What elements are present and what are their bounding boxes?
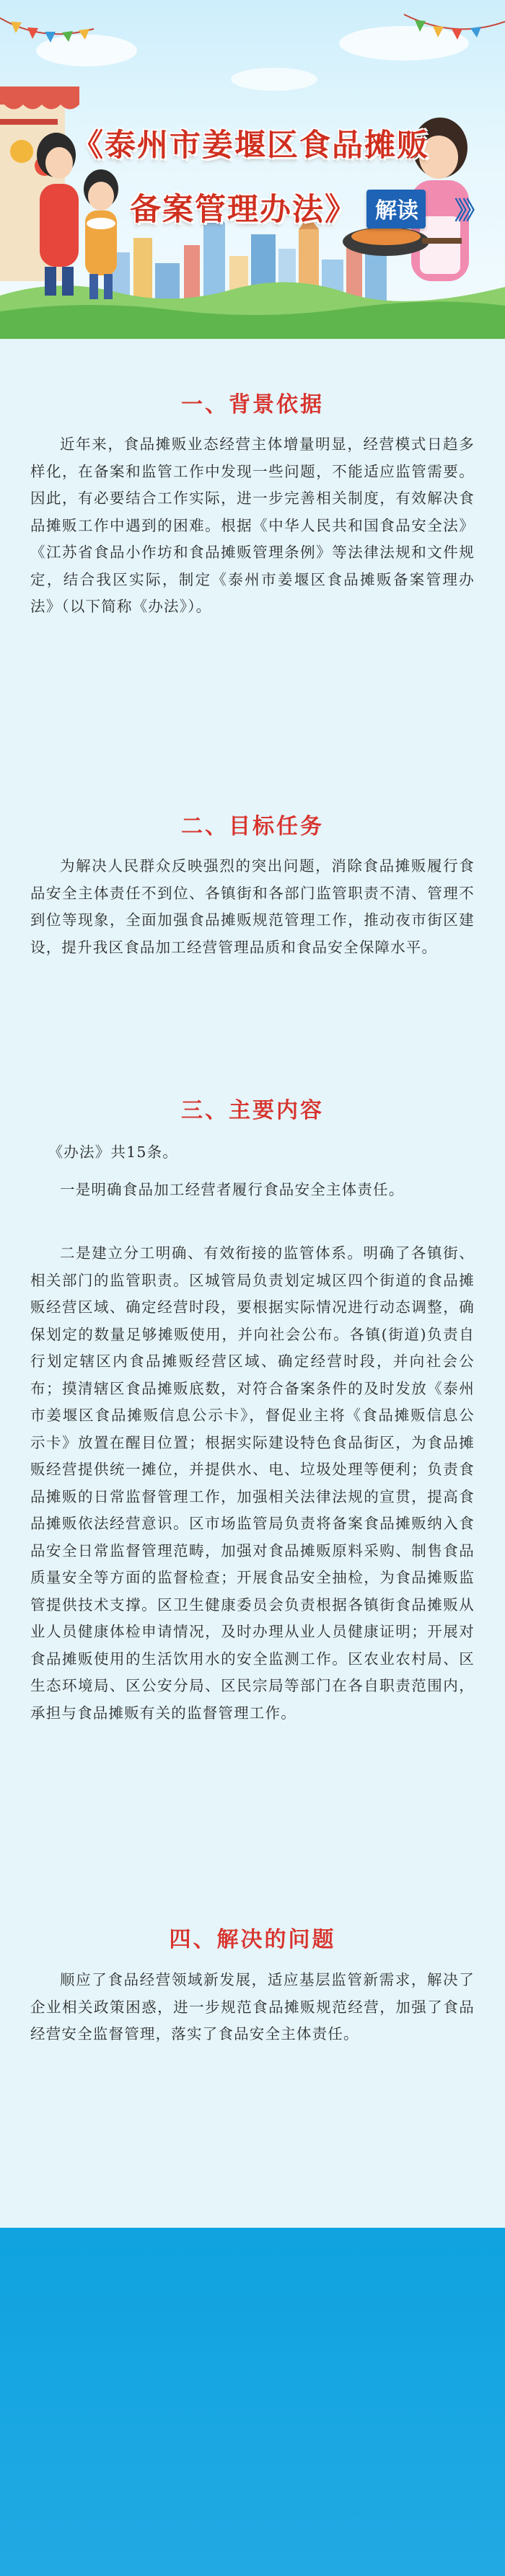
section-paragraph: 一是明确食品加工经营者履行食品安全主体责任。 <box>60 1181 405 1198</box>
article-body <box>0 339 505 2228</box>
footer-band <box>0 2228 505 2576</box>
page-title-line-2: 备案管理办法》 <box>130 192 357 228</box>
header-banner <box>0 0 505 339</box>
banner-illustration <box>0 0 505 339</box>
cloud-shape <box>231 68 317 91</box>
cloud-shape <box>339 26 469 61</box>
section-heading-problems-solved: 四、解决的问题 <box>169 1927 336 1952</box>
double-chevron-right-icon: 》》 <box>454 197 483 226</box>
section-heading-background: 一、背景依据 <box>181 392 324 417</box>
section-paragraph: 为解决人民群众反映强烈的突出问题，消除食品摊贩履行食品安全主体责任不到位、各镇街和各部门监管职责不清、管理不到位等现象，全面加强食品摊贩规范管理工作，推动夜市街区建设，提升我区食品加工经营管理品质和食品安全保障水平。 <box>30 857 475 956</box>
section-heading-main-content: 三、主要内容 <box>181 1098 324 1123</box>
section-heading-goals: 二、目标任务 <box>181 814 324 839</box>
section-paragraph: 顺应了食品经营领域新发展，适应基层监管新需求，解决了企业相关政策困惑，进一步规范食品摊贩规范经营，加强了食品经营安全监督管理，落实了食品安全主体责任。 <box>30 1971 475 2042</box>
page-title-line-1: 《泰州市姜堰区食品摊贩 <box>72 128 429 164</box>
section-paragraph: 《办法》共15条。 <box>48 1143 178 1161</box>
section-paragraph: 近年来，食品摊贩业态经营主体增量明显，经营模式日趋多样化，在备案和监管工作中发现一些问题，不能适应监管需要。因此，有必要结合工作实际，进一步完善相关制度，有效解决食品摊贩工作中遇到的困难。根据《中华人民共和国食品安全法》《江苏省食品小作坊和食品摊贩管理条例》等法律法规和文件规定，结合我区实际，制定《泰州市姜堰区食品摊贩备案管理办法》（以下简称《办法》）。 <box>30 435 475 615</box>
section-paragraph: 二是建立分工明确、有效衔接的监管体系。明确了各镇街、相关部门的监管职责。区城管局负责划定城区四个街道的食品摊贩经营区域、确定经营时段，要根据实际情况进行动态调整，确保划定的数量足够摊贩使用，并向社会公布。各镇(街道)负责自行划定辖区内食品摊贩经营区域、确定经营时段，并向社会公布；摸清辖区食品摊贩底数，对符合备案条件的及时发放《泰州市姜堰区食品摊贩信息公示卡》，督促业主将《食品摊贩信息公示卡》放置在醒目位置；根据实际建设特色食品街区，为食品摊贩经营提供统一摊位，并提供水、电、垃圾处理等便利；负责食品摊贩的日常监督管理工作，加强相关法律法规的宣贯，提高食品摊贩依法经营意识。区市场监管局负责将备案食品摊贩纳入食品安全日常监督管理范畴，加强对食品摊贩原料采购、制售食品质量安全等方面的监督检查；开展食品安全抽检，为食品摊贩监管提供技术支撑。区卫生健康委员会负责根据各镇街食品摊贩从业人员健康体检申请情况，及时办理从业人员健康证明；开展对食品摊贩使用的生活饮用水的安全监测工作。区农业农村局、区生态环境局、区公安分局、区民宗局等部门在各自职责范围内，承担与食品摊贩有关的监督管理工作。 <box>30 1244 475 1722</box>
read-badge: 解读 <box>366 190 426 229</box>
